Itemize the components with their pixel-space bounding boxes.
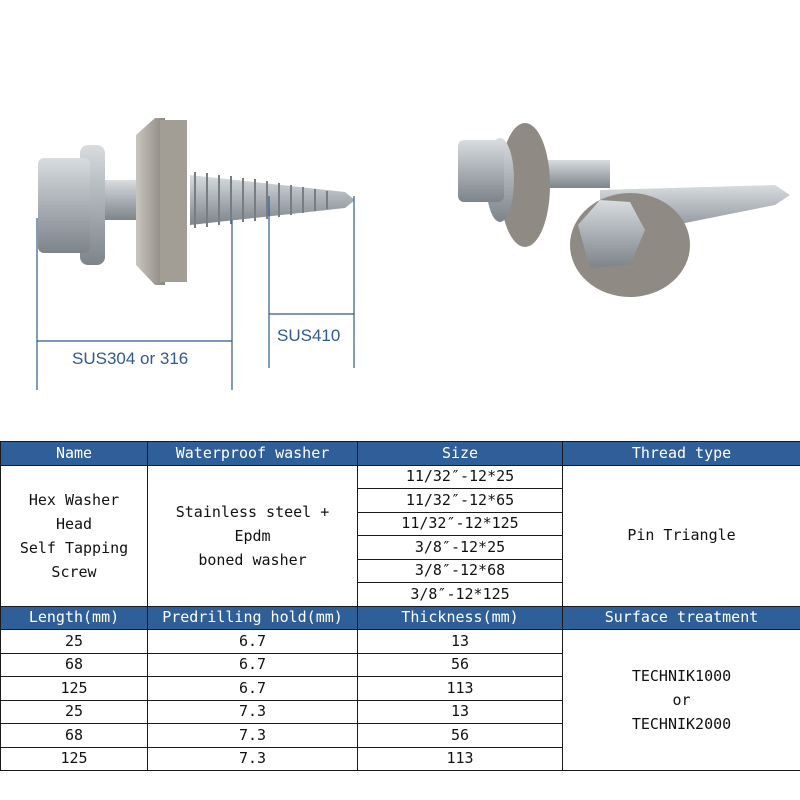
predrill-cell: 7.3	[148, 724, 358, 748]
length-cell: 68	[1, 724, 148, 748]
name-line: Hex Washer	[28, 490, 120, 509]
size-cell: 3/8″-12*25	[358, 536, 563, 560]
thickness-cell: 113	[358, 747, 563, 771]
table-row	[1, 630, 800, 654]
header-row-2	[1, 606, 800, 630]
length-cell: 68	[1, 653, 148, 677]
thread-cell: Pin Triangle	[563, 465, 800, 606]
size-cell: 11/32″-12*65	[358, 489, 563, 513]
screws-pair-photo	[458, 123, 790, 297]
header-name: Name	[1, 442, 148, 466]
thickness-cell: 113	[358, 677, 563, 701]
surface-line: TECHNIK2000	[631, 715, 732, 733]
header-thickness: Thickness(mm)	[358, 606, 563, 630]
predrill-cell: 6.7	[148, 677, 358, 701]
predrill-cell: 7.3	[148, 747, 358, 771]
name-line: Self Tapping	[19, 538, 129, 557]
length-cell: 25	[1, 630, 148, 654]
name-line: Screw	[51, 562, 97, 581]
thickness-cell: 56	[358, 653, 563, 677]
header-length: Length(mm)	[1, 606, 148, 630]
washer-line: Stainless steel +	[175, 502, 330, 521]
name-cell	[1, 465, 148, 606]
predrill-cell: 6.7	[148, 630, 358, 654]
header-predrilling: Predrilling hold(mm)	[148, 606, 358, 630]
label-sus410: SUS410	[277, 326, 341, 345]
surface-cell	[563, 630, 800, 771]
length-cell: 125	[1, 747, 148, 771]
size-cell: 11/32″-12*25	[358, 465, 563, 489]
header-row-1	[1, 442, 800, 466]
header-thread: Thread type	[563, 442, 800, 466]
size-cell: 11/32″-12*125	[358, 512, 563, 536]
label-sus304: SUS304 or 316	[72, 349, 189, 368]
spec-table	[0, 441, 800, 771]
washer-line: boned washer	[198, 550, 307, 569]
name-line: Head	[55, 514, 93, 533]
thickness-cell: 56	[358, 724, 563, 748]
size-cell: 3/8″-12*125	[358, 583, 563, 607]
header-surface: Surface treatment	[563, 606, 800, 630]
surface-line: TECHNIK1000	[631, 667, 732, 685]
predrill-cell: 7.3	[148, 700, 358, 724]
washer-line: Epdm	[234, 526, 271, 545]
length-cell: 125	[1, 677, 148, 701]
thickness-cell: 13	[358, 630, 563, 654]
surface-line: or	[672, 691, 691, 709]
washer-cell	[148, 465, 358, 606]
header-washer: Waterproof washer	[148, 442, 358, 466]
screw-side-view	[38, 118, 355, 285]
length-cell: 25	[1, 700, 148, 724]
size-cell: 3/8″-12*68	[358, 559, 563, 583]
predrill-cell: 6.7	[148, 653, 358, 677]
thickness-cell: 13	[358, 700, 563, 724]
header-size: Size	[358, 442, 563, 466]
